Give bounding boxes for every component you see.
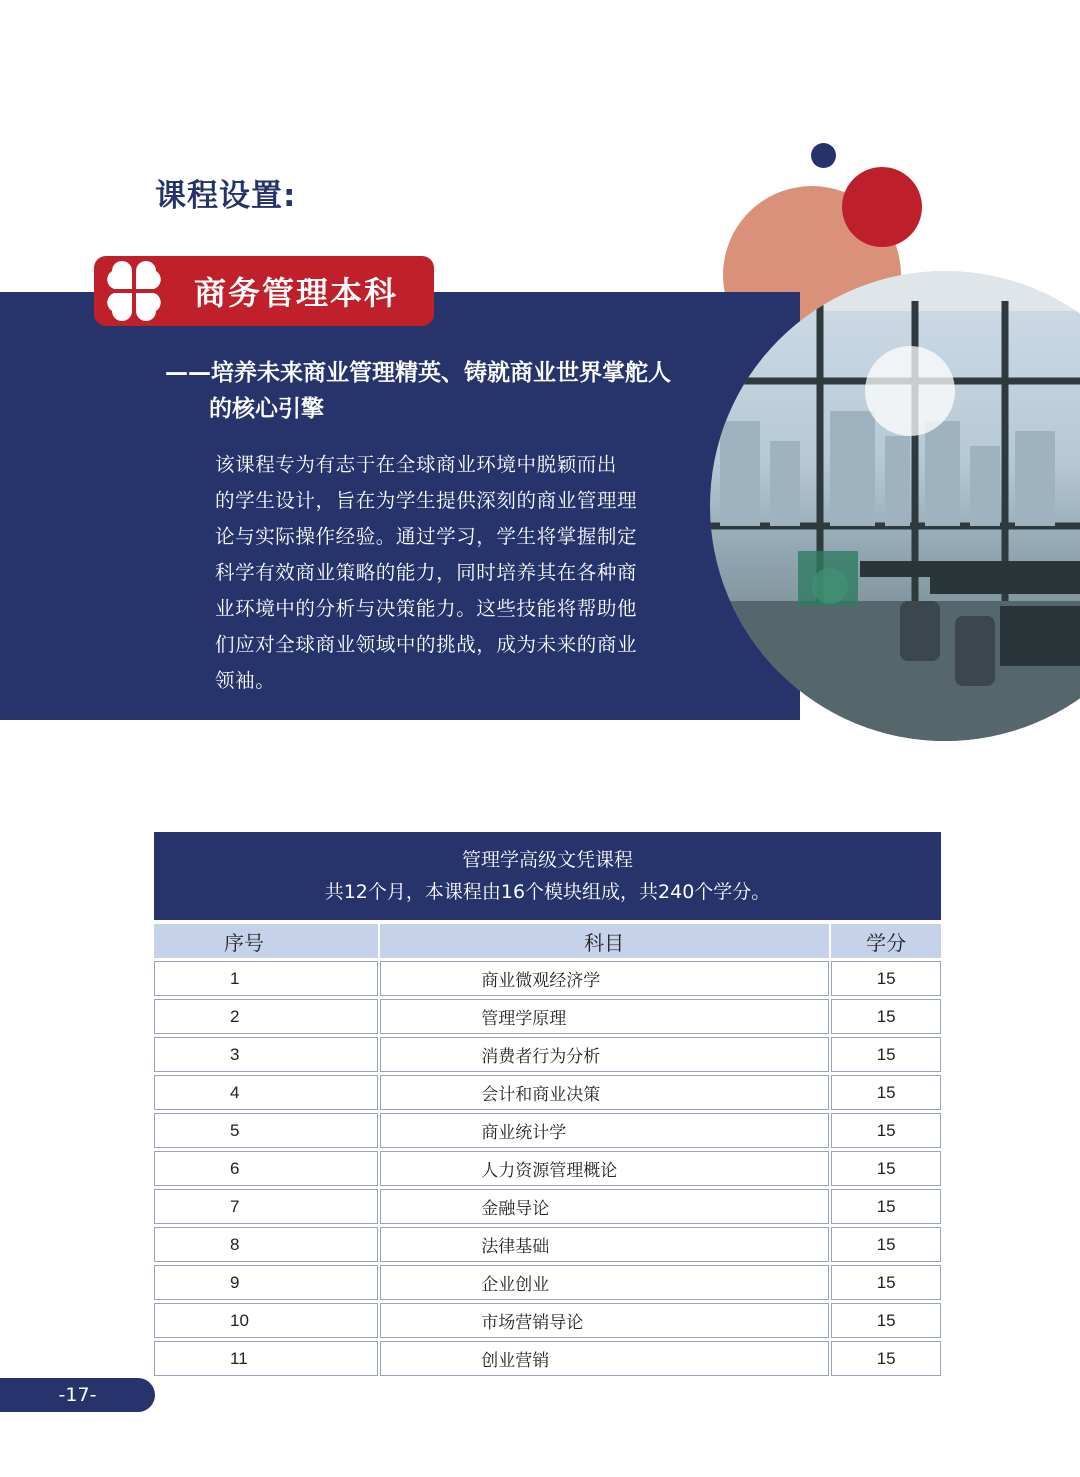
column-header-credits: 学分 — [831, 924, 941, 958]
row-index: 9 — [154, 1265, 378, 1300]
description-line: 该课程专为有志于在全球商业环境中脱颖而出 — [215, 453, 618, 476]
table-row — [154, 1227, 941, 1262]
column-header-subject: 科目 — [380, 924, 829, 958]
row-index: 1 — [154, 961, 378, 996]
row-index: 4 — [154, 1075, 378, 1110]
row-subject: 人力资源管理概论 — [380, 1151, 829, 1186]
tagline-line-1: ——培养未来商业管理精英、铸就商业世界掌舵人 — [165, 360, 671, 386]
tagline-line-2: 的核心引擎 — [209, 396, 324, 422]
row-index: 10 — [154, 1303, 378, 1338]
page-heading: 课程设置: — [155, 178, 297, 214]
row-credits: 15 — [831, 1113, 941, 1148]
decorative-circle-navy — [811, 143, 836, 168]
row-index: 8 — [154, 1227, 378, 1262]
row-credits: 15 — [831, 1341, 941, 1376]
row-credits: 15 — [831, 999, 941, 1034]
program-description — [215, 447, 685, 699]
row-index: 7 — [154, 1189, 378, 1224]
description-line: 的学生设计，旨在为学生提供深刻的商业管理理 — [215, 489, 638, 512]
program-tagline — [165, 355, 705, 427]
description-line: 论与实际操作经验。通过学习，学生将掌握制定 — [215, 525, 638, 548]
row-index: 2 — [154, 999, 378, 1034]
table-subtitle: 共12个月，本课程由16个模块组成，共240个学分。 — [324, 881, 771, 903]
description-line: 业环境中的分析与决策能力。这些技能将帮助他 — [215, 597, 638, 620]
description-line: 领袖。 — [215, 669, 276, 692]
course-table — [154, 832, 941, 1379]
row-subject: 会计和商业决策 — [380, 1075, 829, 1110]
table-row — [154, 1303, 941, 1338]
row-credits: 15 — [831, 1189, 941, 1224]
clover-icon — [104, 261, 164, 321]
row-subject: 管理学原理 — [380, 999, 829, 1034]
course-list — [154, 921, 941, 1379]
description-line: 科学有效商业策略的能力，同时培养其在各种商 — [215, 561, 638, 584]
table-row — [154, 1151, 941, 1186]
row-subject: 创业营销 — [380, 1341, 829, 1376]
table-row — [154, 1341, 941, 1376]
table-row — [154, 1189, 941, 1224]
table-title: 管理学高级文凭课程 — [461, 849, 633, 871]
table-row — [154, 1075, 941, 1110]
program-title: 商务管理本科 — [194, 274, 399, 312]
row-credits: 15 — [831, 1037, 941, 1072]
row-subject: 企业创业 — [380, 1265, 829, 1300]
row-subject: 消费者行为分析 — [380, 1037, 829, 1072]
row-index: 11 — [154, 1341, 378, 1376]
row-index: 6 — [154, 1151, 378, 1186]
row-subject: 商业统计学 — [380, 1113, 829, 1148]
table-row — [154, 1113, 941, 1148]
table-header — [154, 832, 941, 920]
row-subject: 金融导论 — [380, 1189, 829, 1224]
description-line: 们应对全球商业领域中的挑战，成为未来的商业 — [215, 633, 638, 656]
decorative-circle-red — [842, 167, 922, 247]
table-row — [154, 1265, 941, 1300]
row-credits: 15 — [831, 1265, 941, 1300]
row-credits: 15 — [831, 1303, 941, 1338]
row-subject: 法律基础 — [380, 1227, 829, 1262]
row-credits: 15 — [831, 1075, 941, 1110]
program-title-tag — [94, 256, 434, 326]
row-index: 5 — [154, 1113, 378, 1148]
row-subject: 商业微观经济学 — [380, 961, 829, 996]
row-index: 3 — [154, 1037, 378, 1072]
column-header-index: 序号 — [154, 924, 378, 958]
table-row — [154, 999, 941, 1034]
column-header-row — [154, 924, 941, 958]
table-row — [154, 1037, 941, 1072]
row-subject: 市场营销导论 — [380, 1303, 829, 1338]
row-credits: 15 — [831, 961, 941, 996]
row-credits: 15 — [831, 1151, 941, 1186]
office-photo — [710, 271, 1080, 741]
page-number: -17- — [0, 1378, 155, 1412]
table-row — [154, 961, 941, 996]
row-credits: 15 — [831, 1227, 941, 1262]
